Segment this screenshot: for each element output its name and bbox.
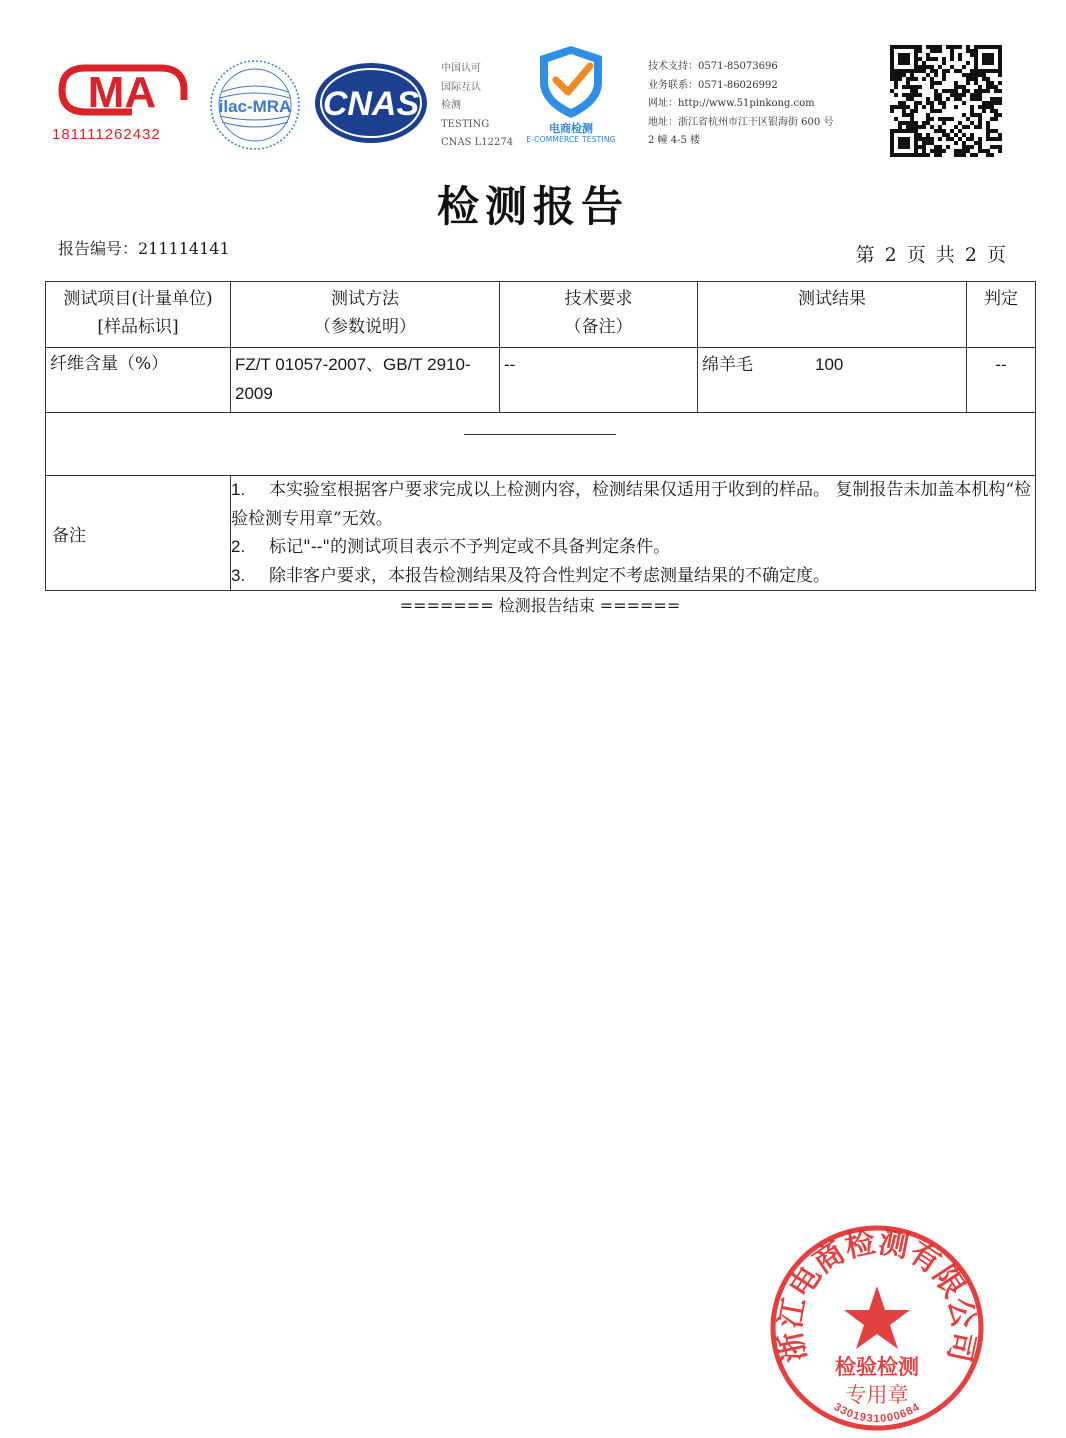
result-value: 100 bbox=[815, 355, 844, 374]
cnas-logo bbox=[312, 60, 430, 146]
ec-label-en: E-COMMERCE TESTING bbox=[526, 135, 616, 144]
cma-logo bbox=[52, 60, 192, 145]
result-name: 绵羊毛 bbox=[702, 355, 753, 375]
header-line: 测试项目(计量单位) bbox=[63, 289, 213, 309]
remark-text: 标记"--"的测试项目表示不予判定或不具备判定条件。 bbox=[269, 537, 671, 557]
blank-line bbox=[464, 434, 616, 435]
contact-info bbox=[648, 58, 833, 151]
header-cell bbox=[967, 282, 1036, 348]
remarks-label: 备注 bbox=[46, 476, 231, 591]
contact-line: 2 幢 4-5 楼 bbox=[648, 135, 701, 146]
remarks-row bbox=[46, 476, 1036, 591]
accreditation-line: TESTING bbox=[441, 118, 490, 130]
remark-text: 除非客户要求，本报告检测结果及符合性判定不考虑测量结果的不确定度。 bbox=[269, 565, 830, 586]
ilac-logo-text: ilac-MRA bbox=[218, 97, 292, 116]
result-cell bbox=[698, 348, 967, 413]
cnas-logo-text: CNAS bbox=[322, 85, 420, 123]
seal-company: 浙江电商检测有限公司 bbox=[773, 1224, 981, 1366]
remark-item bbox=[231, 562, 1035, 591]
method-cell: FZ/T 01057-2007、GB/T 2910-2009 bbox=[231, 348, 500, 413]
cma-phone: 181111262432 bbox=[52, 126, 161, 143]
blank-cell bbox=[46, 413, 1036, 476]
table-header-row bbox=[46, 282, 1036, 348]
header-line: 技术要求 bbox=[564, 289, 633, 309]
judgment-cell: -- bbox=[967, 348, 1036, 413]
requirement-cell: -- bbox=[500, 348, 698, 413]
header-line: [样品标识] bbox=[97, 317, 179, 337]
table-row bbox=[46, 348, 1036, 413]
ilac-mra-logo bbox=[208, 58, 302, 152]
contact-line: 技术支持：0571-85073696 bbox=[648, 61, 778, 72]
remark-number: 3. bbox=[231, 565, 246, 585]
accreditation-line: 国际互认 bbox=[441, 81, 481, 93]
report-number: 报告编号：211114141 bbox=[58, 239, 230, 258]
ec-testing-shield-icon bbox=[516, 42, 626, 122]
header-line: 判定 bbox=[984, 289, 1018, 309]
blank-row bbox=[46, 413, 1036, 476]
contact-line: 业务联系：0571-86026992 bbox=[648, 79, 778, 91]
official-seal bbox=[768, 1222, 986, 1434]
qr-code[interactable] bbox=[890, 45, 1002, 157]
header-line: 测试方法 bbox=[331, 289, 399, 309]
seal-center-line2: 专用章 bbox=[845, 1383, 909, 1407]
test-results-table bbox=[45, 281, 1036, 591]
header-cell bbox=[231, 282, 500, 348]
seal-serial: 3301931000684 bbox=[831, 1400, 923, 1426]
page-info: 第 2 页 共 2 页 bbox=[855, 244, 1006, 266]
header-cell bbox=[500, 282, 698, 348]
ec-label-cn: 电商检测 bbox=[549, 122, 593, 135]
remark-item bbox=[231, 533, 1035, 562]
header-line: 测试结果 bbox=[798, 289, 866, 309]
seal-center-line1: 检验检测 bbox=[835, 1354, 919, 1379]
end-of-report-marker: ======= 检测报告结束 ====== bbox=[399, 596, 681, 615]
contact-line: 网址：http://www.51pinkong.com bbox=[648, 98, 815, 109]
accreditation-line: 检测 bbox=[441, 100, 461, 111]
remark-text: 本实验室根据客户要求完成以上检测内容，检测结果仅适用于收到的样品。 复制报告未加盖本机构“检验检测专用章”无效。 bbox=[231, 480, 1032, 529]
header-line: （参数说明） bbox=[314, 317, 416, 337]
cma-logo-mark bbox=[52, 60, 190, 120]
remark-number: 2. bbox=[231, 537, 246, 556]
accreditation-line: 中国认可 bbox=[441, 63, 481, 74]
item-cell: 纤维含量（%） bbox=[46, 348, 231, 413]
ec-testing-logo bbox=[516, 42, 626, 148]
contact-line: 地址：浙江省杭州市江干区银海街 600 号 bbox=[648, 116, 834, 128]
accreditation-text bbox=[441, 60, 513, 153]
remark-number: 1. bbox=[231, 480, 246, 499]
header-cell bbox=[698, 282, 967, 348]
remark-item bbox=[231, 476, 1035, 533]
accreditation-line: CNAS L12274 bbox=[441, 137, 514, 148]
header-cell bbox=[46, 282, 231, 348]
cma-logo-text: MA bbox=[87, 68, 157, 117]
header-line: （备注） bbox=[564, 317, 633, 337]
remarks-cell bbox=[231, 476, 1036, 591]
document-title: 检测报告 bbox=[436, 182, 629, 231]
